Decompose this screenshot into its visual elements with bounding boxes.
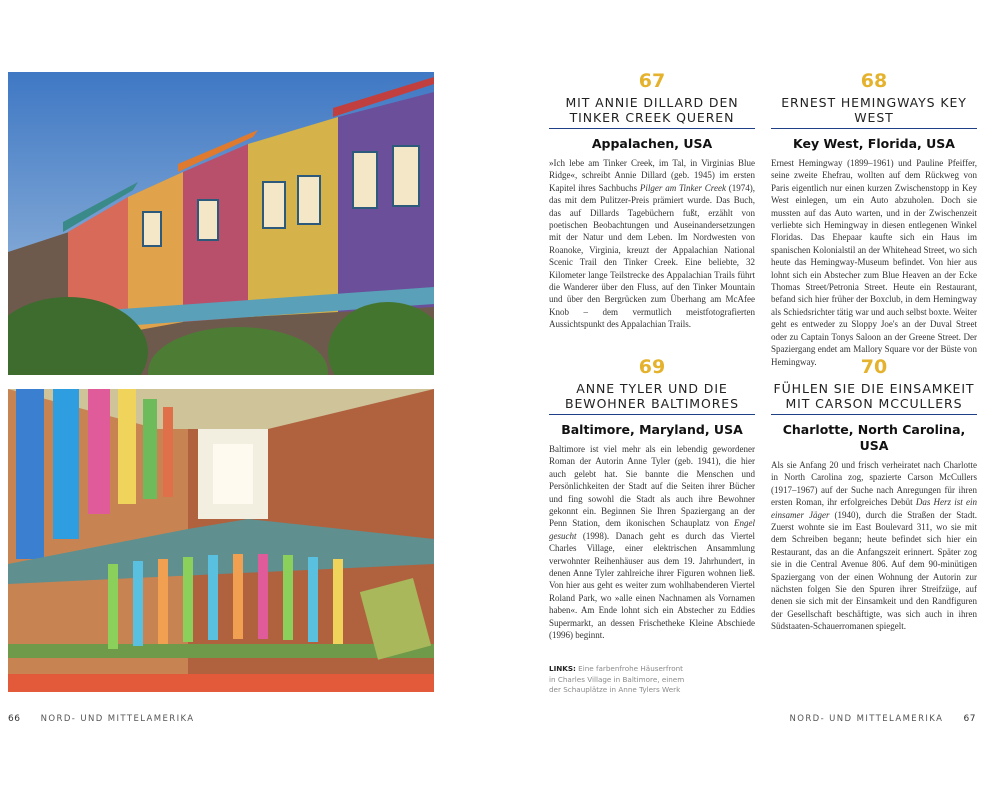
title-rule (549, 414, 755, 415)
page-number-left: 66 (8, 714, 21, 724)
entry-number: 70 (860, 356, 888, 378)
caption-label: LINKS: (549, 664, 576, 673)
caption-text: Eine farbenfrohe Häuserfront in Charles Village in Baltimore, einem der Schauplätze in Anne Tylers Werk (549, 664, 685, 694)
title-rule (771, 414, 977, 415)
entry-place: Key West, Florida, USA (793, 136, 955, 151)
entry-number: 67 (638, 70, 666, 92)
porch-columns-photo (8, 389, 434, 692)
entry-number: 68 (860, 70, 888, 92)
entry-title: FÜHLEN SIE DIE EINSAMKEIT MIT CARSON MCCULLERS (773, 381, 975, 411)
entry-69 (549, 356, 755, 642)
title-rule (549, 128, 755, 129)
entry-body: Ernest Hemingway (1899–1961) und Pauline Pfeiffer, seine zweite Ehefrau, wollten auf dem Rückweg von Paris eigentlich nur einen kurzen Zwischenstopp in Key West einlegen, um ein Auto abzuholen. Doch sie mussten auf das Auto warten, und in der Zwischenzeit verliebte sich Hemingway in diesen entlegenen Winkel Floridas. Das Ehepaar kaufte sich ein Haus im spanischen Kolonialstil an der Whitehead Street, wo sich heute das Hemingway-Museum befindet. Von hier aus lohnt sich ein Abstecher zum Blue Heaven an der Ecke Thomas Street/Petronia Street. Heute ein Restaurant, befand sich hier früher der Boxclub, in dem Hemingway als Schiedsrichter tätig war und auch selbst boxte. Weiter geht es entweder zu Sloppy Joe's an der Duval Street oder zu Captain Tonys Saloon an der Greene Street. Der Spaziergang endet am Mallory Square vor der Büste von Hemingway. (771, 158, 977, 367)
entry-68 (771, 70, 977, 368)
footer-left (8, 714, 195, 724)
entry-70 (771, 356, 977, 633)
footer-right (789, 714, 976, 724)
entry-number: 69 (638, 356, 666, 378)
section-name-left: NORD- UND MITTELAMERIKA (40, 714, 195, 724)
entry-title: ANNE TYLER UND DIE BEWOHNER BALTIMORES (565, 381, 739, 411)
entry-body: Als sie Anfang 20 und frisch verheiratet nach Charlotte in North Carolina zog, spazierte Carson McCullers (1917–1967) auf der Suche nach Anregungen für ihren ersten Roman, ihr erfolgreiches Debüt Das Herz ist ein einsamer Jäger (1940), durch die Straßen der Stadt. Zuerst wohnte sie im East Boulevard 311, wo sie mit dem Schreiben begann; heute befindet sich hier ein Restaurant, das an die Anfangszeit erinnert. Später zog sie in die Central Avenue 806. Auf dem 90-minütigen Spaziergang von der einen Wohnung der Autorin zur nächsten folgen Sie den Spuren ihrer Streifzüge, auf denen sie sich mit der Einsamkeit und den Randfiguren der Gesellschaft beschäftigte, was sich auch in ihren Südstaaten-Schauerromanen spiegelt. (771, 460, 978, 632)
photo-caption (549, 664, 689, 696)
entry-body: »Ich lebe am Tinker Creek, im Tal, in Virginias Blue Ridge«, schreibt Annie Dillard (geb. 1945) im ersten Kapitel ihres Sachbuchs Pilger am Tinker Creek (1974), das mit dem Pulitzer-Preis prämiert wurde. Das Buch, das auf Dillards Tagebüchern fußt, erzählt von poetischen Beobachtungen und Auseinandersetzungen mit der Natur und dem Leben. Im Nordwesten von Roanoke, Virginia, kreuzt der Appalachian National Scenic Trail den Tinker Creek. Eine beliebte, 32 Kilometer lange Teilstrecke des Appalachian Trails führt die Wanderer über den Fluss, auf den Tinker Mountain und über den Bergrücken zum Überhang am McAfee Knob – dem vermutlich meistfotografierten Aussichtspunkt des Appalachian Trails. (549, 158, 755, 330)
entry-title: ERNEST HEMINGWAYS KEY WEST (781, 95, 967, 125)
row-houses-photo (8, 72, 434, 375)
entry-body: Baltimore ist viel mehr als ein lebendig gewordener Roman der Autorin Anne Tyler (geb. 1941), die hier auch gelebt hat. Sie bannte die Menschen und Persönlichkeiten der Stadt auf die Seiten ihrer Bücher und fing sowohl die Stadt als auch ihre Bewohner gekonnt ein. Beginnen Sie Ihren Spaziergang an der Penn Station, dem ikonischen Schauplatz von Engel gesucht (1998). Danach geht es durch das Viertel Charles Village, einer elektrischen Ansammlung verwohnter Reihenhäuser aus dem 19. Jahrhundert, in denen Anne Tyler zahlreiche ihrer Figuren wohnen ließ. Von hier aus geht es weiter zum wohlhabenderen Viertel Roland Park, wo »alle einen Nachnamen als Vornamen haben«. Am Ende lohnt sich ein Abstecher zu Eddies Supermarkt, an dessen Frischetheke Kleine Abschiede (1996) beginnt. (549, 444, 755, 641)
entry-title: MIT ANNIE DILLARD DEN TINKER CREEK QUEREN (565, 95, 739, 125)
section-name-right: NORD- UND MITTELAMERIKA (789, 714, 944, 724)
title-rule (771, 128, 977, 129)
entry-place: Baltimore, Maryland, USA (561, 422, 743, 437)
page-number-right: 67 (963, 714, 976, 724)
entry-place: Charlotte, North Carolina, USA (782, 422, 966, 453)
entry-67 (549, 70, 755, 331)
entry-place: Appalachen, USA (591, 136, 713, 151)
